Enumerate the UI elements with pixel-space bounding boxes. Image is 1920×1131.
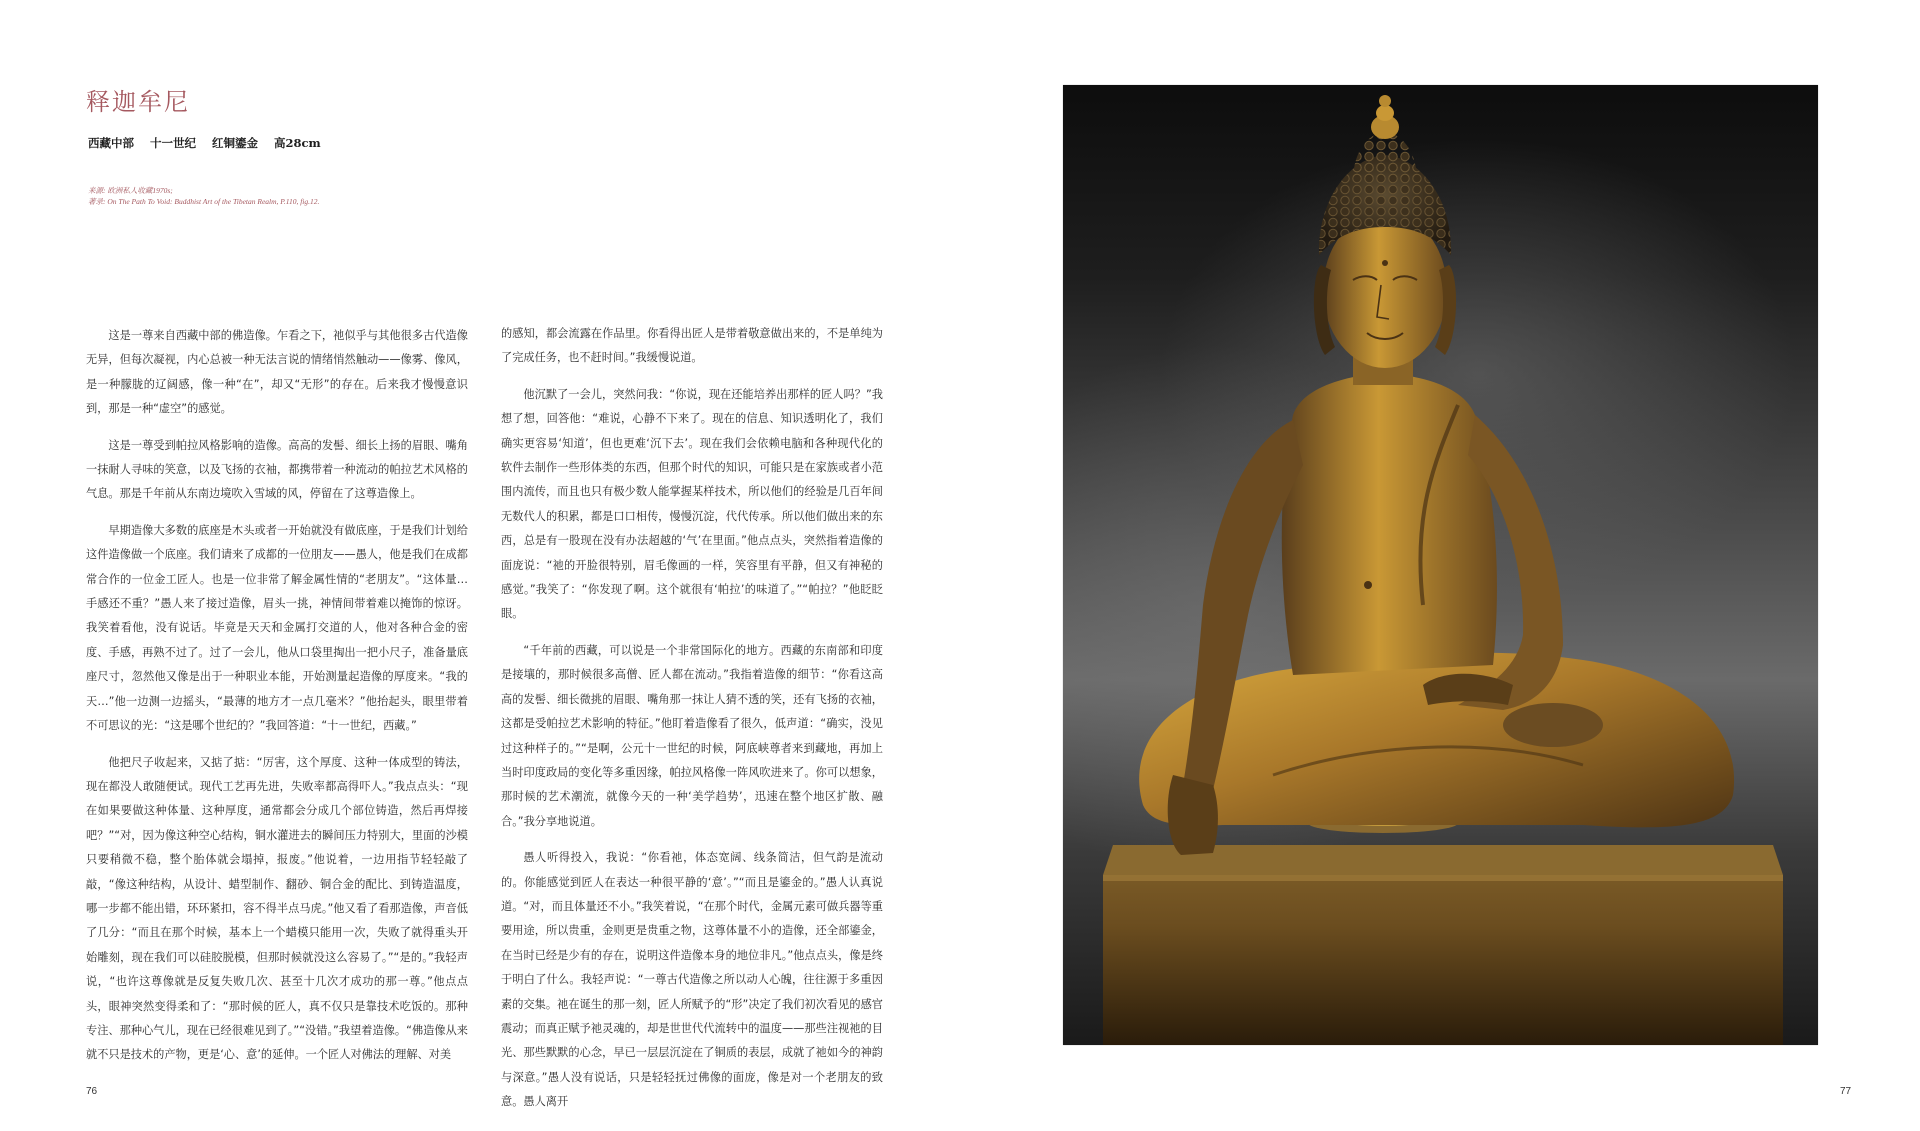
body-column-2 <box>501 322 883 1127</box>
paragraph: 他把尺子收起来，又掂了掂：“厉害，这个厚度、这种一体成型的铸法，现在都没人敢随便试。现代工艺再先进，失败率都高得吓人。”我点点头：“现在如果要做这种体量、这种厚度，通常都会分成几个部位铸造，然后再焊接吧？”“对，因为像这种空心结构，铜水灌进去的瞬间压力特别大，里面的沙模只要稍微不稳，整个胎体就会塌掉，报废。”他说着，一边用指节轻轻敲了敲，“像这种结构，从设计、蜡型制作、翻砂、铜合金的配比、到铸造温度，哪一步都不能出错，环环紧扣，容不得半点马虎。”他又看了看那造像，声音低了几分：“而且在那个时候，基本上一个蜡模只能用一次，失败了就得重头开始雕刻，现在我们可以硅胶脱模，但那时候就没这么容易了。”“是的。”我轻声说，“也许这尊像就是反复失败几次、甚至十几次才成功的那一尊。”他点点头，眼神突然变得柔和了：“那时候的匠人，真不仅只是靠技术吃饭的。那种专注、那种心气儿，现在已经很难见到了。”“没错。”我望着造像。“佛造像从来就不只是技术的产物，更是‘心、意’的延伸。一个匠人对佛法的理解、对美 <box>86 755 468 1062</box>
meta-height: 高28cm <box>274 136 321 150</box>
provenance-captions <box>88 185 319 207</box>
paragraph: 早期造像大多数的底座是木头或者一开始就没有做底座，于是我们计划给这件造像做一个底座。我们请来了成都的一位朋友——愚人，他是我们在成都常合作的一位金工匠人。也是一位非常了解金属性情的“老朋友”。“这体量…手感还不重？”愚人来了接过造像，眉头一挑，神情间带着难以掩饰的惊讶。我笑着看他，没有说话。毕竟是天天和金属打交道的人，他对各种合金的密度、手感，再熟不过了。过了一会儿，他从口袋里掏出一把小尺子，准备量底座尺寸，忽然他又像是出于一种职业本能，开始测量起造像的厚度来。“我的天…”他一边测一边摇头，“最薄的地方才一点几毫米？”他抬起头，眼里带着不可思议的光：“这是哪个世纪的？”我回答道：“十一世纪，西藏。” <box>86 523 468 733</box>
paragraph: 愚人听得投入，我说：“你看祂，体态宽阔、线条简洁，但气韵是流动的。你能感觉到匠人在表达一种很平静的‘意’。”“而且是鎏金的。”愚人认真说道。“对，而且体量还不小。”我笑着说，“在那个时代，金属元素可做兵器等重要用途，所以贵重，金则更是贵重之物，这尊体量不小的造像，还全部鎏金，在当时已经是少有的存在，说明这件造像本身的地位非凡。”他点点头，像是终于明白了什么。我轻声说：“一尊古代造像之所以动人心魄，往往源于多重因素的交集。祂在诞生的那一刻，匠人所赋予的“形”决定了我们初次看见的感官震动；而真正赋予祂灵魂的，却是世世代代流转中的温度——那些注视祂的目光、那些默默的心念，早已一层层沉淀在了铜质的表层，成就了祂如今的神韵与深意。”愚人没有说话，只是轻轻抚过佛像的面庞，像是对一个老朋友的致意。愚人离开 <box>501 851 883 1109</box>
paragraph: 这是一尊来自西藏中部的佛造像。乍看之下，祂似乎与其他很多古代造像无异，但每次凝视，内心总被一种无法言说的情绪悄然触动——像雾、像风，是一种朦胧的辽阔感，像一种“在”，却又“无形”的存在。后来我才慢慢意识到，那是一种“虚空”的感觉。 <box>86 329 468 416</box>
artwork-meta <box>88 135 321 151</box>
statue-illustration <box>1063 85 1818 1045</box>
meta-period: 十一世纪 <box>150 136 196 150</box>
paragraph: 的感知，都会流露在作品里。你看得出匠人是带着敬意做出来的，不是单纯为了完成任务，也不赶时间。”我缓慢说道。 <box>501 327 883 365</box>
pedestal-body <box>1103 875 1783 1045</box>
meta-material: 红铜鎏金 <box>212 136 258 150</box>
paragraph: 这是一尊受到帕拉风格影响的造像。高高的发髻、细长上扬的眉眼、嘴角一抹耐人寻味的笑意，以及飞扬的衣袖，都携带着一种流动的帕拉艺术风格的气息。那是千年前从东南边境吹入雪域的风，停留在了这尊造像上。 <box>86 438 468 501</box>
buddha-statue-photo <box>1063 85 1818 1045</box>
page-number-right: 77 <box>1840 1086 1852 1097</box>
body-column-1 <box>86 324 468 1080</box>
artwork-title: 释迦牟尼 <box>86 88 190 116</box>
page-number-left: 76 <box>86 1086 98 1097</box>
paragraph: “千年前的西藏，可以说是一个非常国际化的地方。西藏的东南部和印度是接壤的，那时候很多高僧、匠人都在流动。”我指着造像的细节：“你看这高高的发髻、细长微挑的眉眼、嘴角那一抹让人猜不透的笑，还有飞扬的衣袖，这都是受帕拉艺术影响的特征。”他盯着造像看了很久，低声道：“确实，没见过这种样子的。”“是啊，公元十一世纪的时候，阿底峡尊者来到藏地，再加上当时印度政局的变化等多重因缘，帕拉风格像一阵风吹进来了。你可以想象，那时候的艺术潮流，就像今天的一种‘美学趋势’，迅速在整个地区扩散、融合。”我分享地说道。 <box>501 643 883 828</box>
paragraph: 他沉默了一会儿，突然问我：“你说，现在还能培养出那样的匠人吗？”我想了想，回答他：“难说，心静不下来了。现在的信息、知识透明化了，我们确实更容易‘知道’，但也更难‘沉下去’。现在我们会依赖电脑和各种现代化的软件去制作一些形体类的东西，但那个时代的知识，可能只是在家族或者小范围内流传，而且也只有极少数人能掌握某样技术，所以他们的经验是几百年间无数代人的积累，都是口口相传，慢慢沉淀，代代传承。所以他们做出来的东西，总是有一股现在没有办法超越的‘气’在里面。”他点点头，突然指着造像的面庞说：“祂的开脸很特别，眉毛像画的一样，笑容里有平静，但又有神秘的感觉。”我笑了：“你发现了啊。这个就很有‘帕拉’的味道了。”“帕拉？”他眨眨眼。 <box>501 387 883 621</box>
meta-origin: 西藏中部 <box>88 136 134 150</box>
literature-line: 著录: On The Path To Void: Buddhist Art of the Tibetan Realm, P.110, fig.12. <box>88 197 320 206</box>
provenance-line: 来源: 欧洲私人收藏1970s; <box>88 186 173 195</box>
